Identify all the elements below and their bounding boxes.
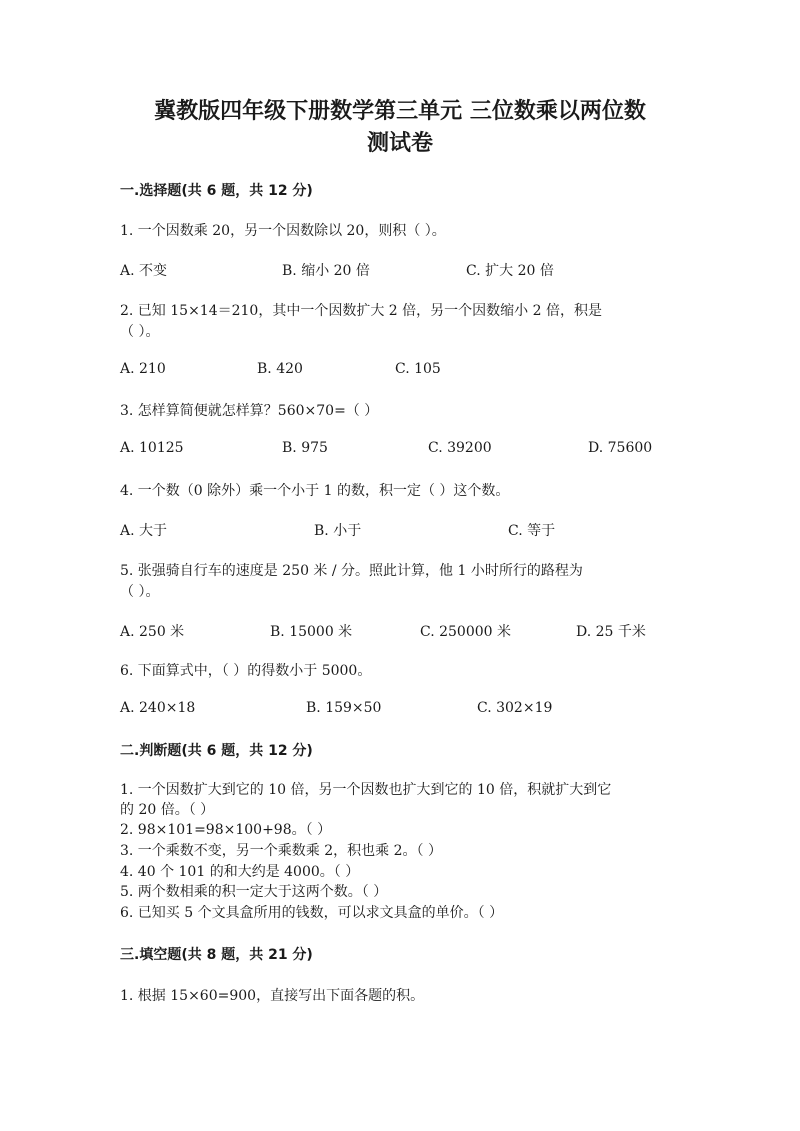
choice-3-option-d: D. 75600 [588,440,653,456]
choice-3-option-b: B. 975 [282,440,328,456]
choice-4-option-a: A. 大于 [120,523,168,539]
choice-2-option-b: B. 420 [257,361,303,377]
choice-5-option-c: C. 250000 米 [420,624,512,640]
choice-5-option-d: D. 25 千米 [576,624,646,640]
choice-question-2-line2: （ ）。 [120,324,160,340]
choice-question-2-line1: 2. 已知 15×14＝210，其中一个因数扩大 2 倍，另一个因数缩小 2 倍，积是 [120,303,602,319]
judge-question-6: 6. 已知买 5 个文具盒所用的钱数，可以求文具盒的单价。（ ） [120,905,504,921]
choice-5-option-b: B. 15000 米 [270,624,353,640]
choice-3-option-a: A. 10125 [120,440,184,456]
choice-4-option-c: C. 等于 [508,523,556,539]
page-title-line2: 测试卷 [366,131,433,156]
judge-question-1-line1: 1. 一个因数扩大到它的 10 倍，另一个因数也扩大到它的 10 倍，积就扩大到它 [120,782,612,798]
choice-6-option-a: A. 240×18 [120,700,196,716]
choice-2-option-c: C. 105 [395,361,441,377]
choice-question-1: 1. 一个因数乘 20，另一个因数除以 20，则积（ ）。 [120,223,446,239]
page-title-line1: 冀教版四年级下册数学第三单元 三位数乘以两位数 [154,99,646,124]
choice-4-option-b: B. 小于 [314,523,362,539]
section-heading-fill: 三.填空题(共 8 题，共 21 分) [120,947,313,963]
judge-question-5: 5. 两个数相乘的积一定大于这两个数。（ ） [120,884,388,900]
section-heading-choice: 一.选择题(共 6 题，共 12 分) [120,183,313,199]
choice-3-option-c: C. 39200 [428,440,492,456]
judge-question-4: 4. 40 个 101 的和大约是 4000。（ ） [120,864,360,880]
choice-5-option-a: A. 250 米 [120,624,185,640]
choice-1-option-a: A. 不变 [120,263,168,279]
choice-question-6: 6. 下面算式中，（ ）的得数小于 5000。 [120,663,372,679]
choice-1-option-b: B. 缩小 20 倍 [282,263,370,279]
choice-question-5-line2: （ ）。 [120,584,160,600]
judge-question-3: 3. 一个乘数不变，另一个乘数乘 2，积也乘 2。（ ） [120,843,442,859]
choice-question-5-line1: 5. 张强骑自行车的速度是 250 米 / 分。照此计算，他 1 小时所行的路程为 [120,563,583,579]
choice-2-option-a: A. 210 [120,361,166,377]
judge-question-2: 2. 98×101=98×100+98。（ ） [120,822,332,838]
section-heading-judge: 二.判断题(共 6 题，共 12 分) [120,743,313,759]
choice-question-3: 3. 怎样算简便就怎样算？560×70=（ ） [120,403,379,419]
choice-6-option-b: B. 159×50 [306,700,382,716]
fill-question-1: 1. 根据 15×60=900，直接写出下面各题的积。 [120,988,425,1004]
choice-question-4: 4. 一个数（0 除外）乘一个小于 1 的数，积一定（ ）这个数。 [120,483,510,499]
choice-1-option-c: C. 扩大 20 倍 [466,263,554,279]
choice-6-option-c: C. 302×19 [477,700,553,716]
judge-question-1-line2: 的 20 倍。（ ） [120,802,215,818]
